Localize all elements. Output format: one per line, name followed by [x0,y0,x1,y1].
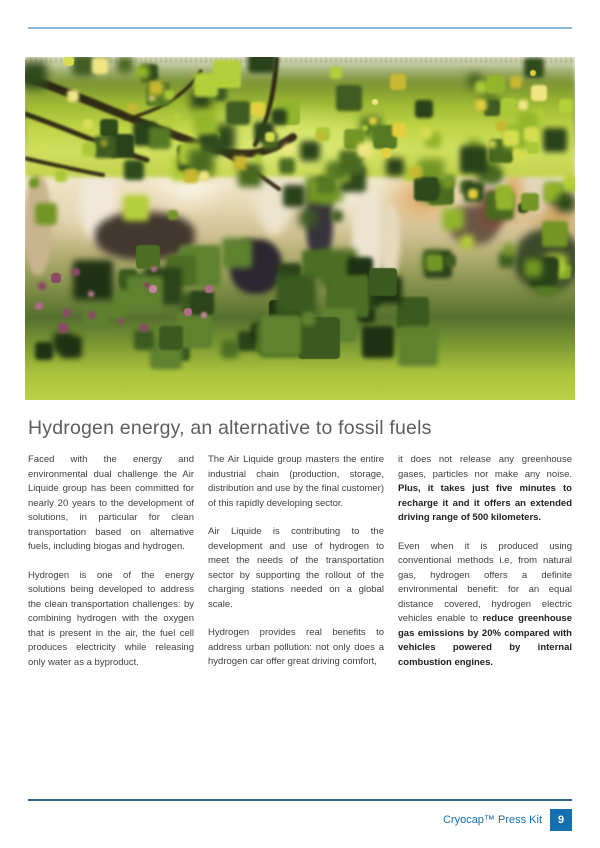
article-columns [28,453,572,684]
paragraph: The Air Liquide group masters the entire industrial chain (production, storage, distribution and use by the final customer) of this rapidly developing sector. [208,454,384,509]
paragraph: Air Liquide is contributing to the development and use of hydrogen to meet the needs of the transportation sector by supporting the rollout of the charging stations needed on a global scale. [208,526,384,610]
photo-canopy-bright-layer [25,57,575,400]
paragraph: Even when it is produced using conventional methods i.e, from natural gas, hydrogen offers a definite environmental benefit: for an equal distance covered, hydrogen electric vehicles enable to reduce greenhouse gas emissions by 20% compared with vehicles powered by internal combustion engines. [398,540,572,668]
paragraph: Hydrogen provides real benefits to address urban pollution: not only does a hydrogen car offer great driving comfort, [208,627,384,667]
page-footer [28,808,572,832]
paragraph: Hydrogen is one of the energy solutions being developed to address the clean transportation challenges: by combining hydrogen with the oxygen that is present in the air, the fuel cell produces electricity while releasing only water as a byproduct. [28,569,194,668]
text-column-1 [28,453,194,684]
page-number-badge: 9 [550,809,572,831]
text-column-2 [208,453,384,684]
text-column-3 [398,453,572,684]
photo-texture-dots [25,57,27,59]
paragraph: Faced with the energy and environmental dual challenge the Air Liquide group has been committed for nearly 20 years to the development of solutions, in particular for clean transportation based on alternative fuels, including biogas and hydrogen. [28,454,194,552]
paragraph: it does not release any greenhouse gases, particles nor make any noise. Plus, it takes just five minutes to recharge it and it offers an extended driving range of 500 kilometers. [398,454,572,523]
park-photo [25,57,575,400]
top-rule [28,27,572,29]
footer-rule [28,799,572,801]
page-title: Hydrogen energy, an alternative to fossil fuels [28,417,432,439]
footer-title: Cryocap™ Press Kit [442,814,542,826]
